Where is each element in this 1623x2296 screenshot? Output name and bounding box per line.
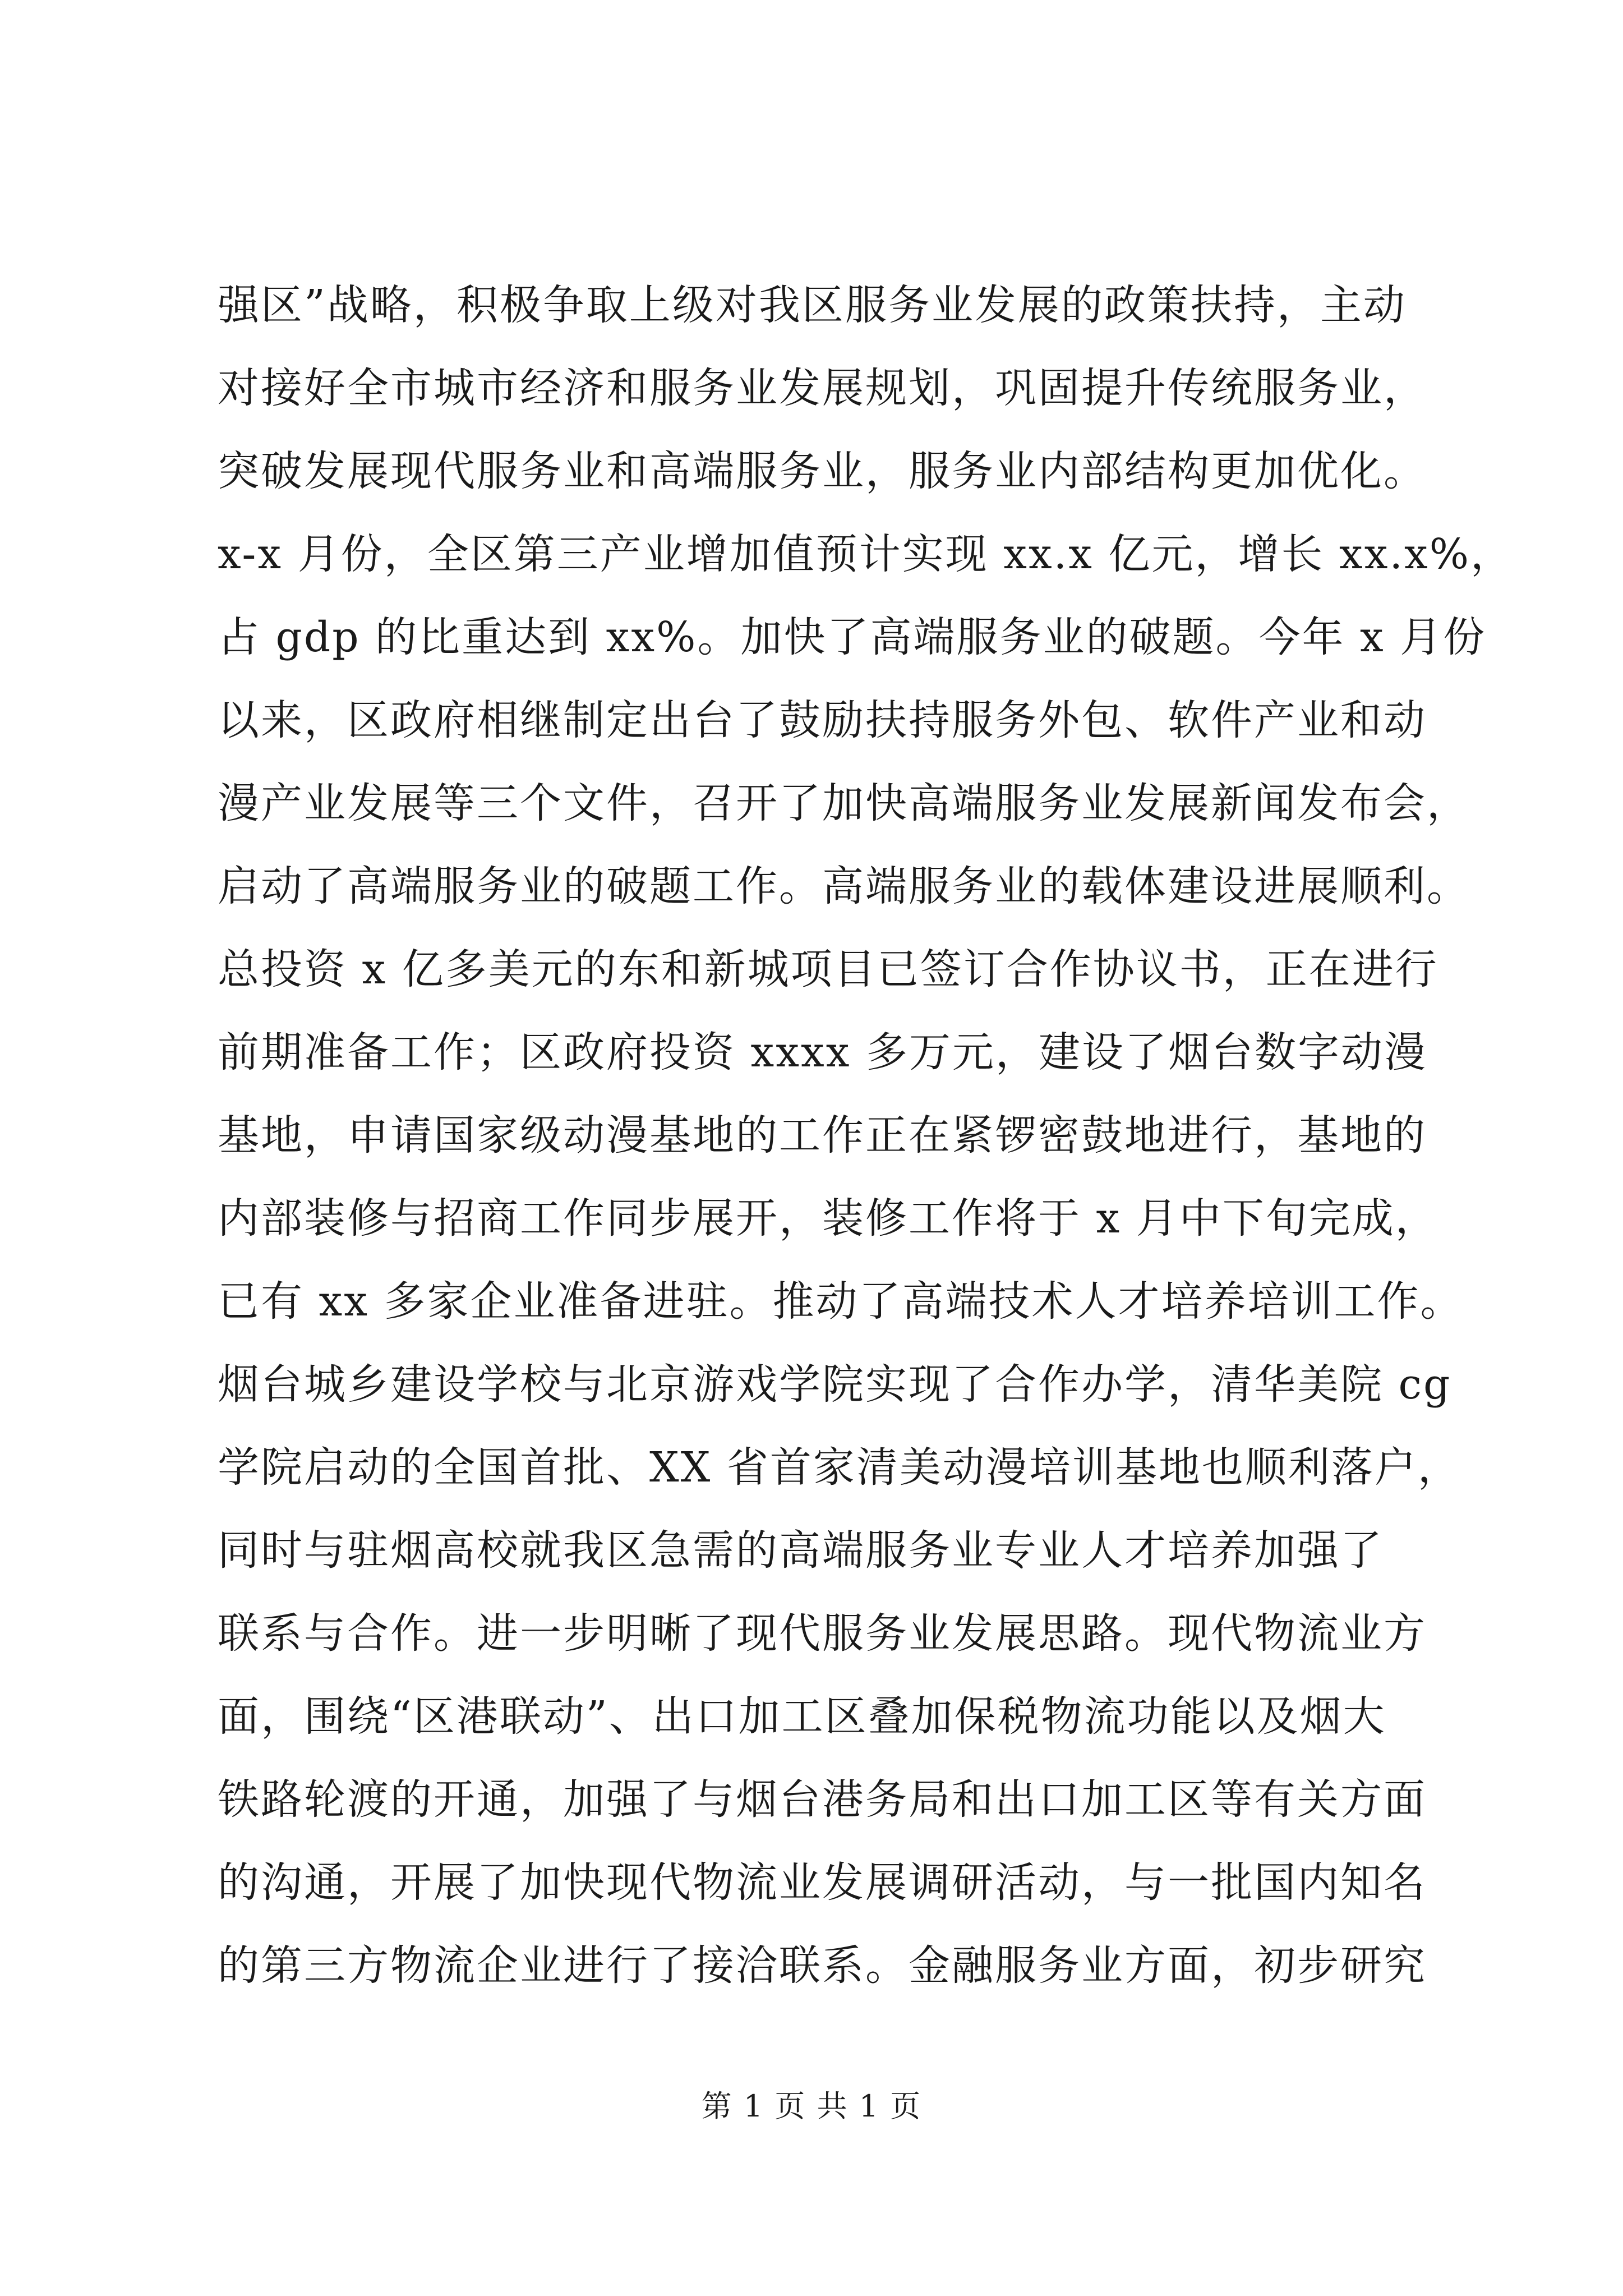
body-text [218, 264, 1514, 2007]
text-line: 强区”战略，积极争取上级对我区服务业发展的政策扶持，主动 [218, 281, 1407, 329]
text-line: 烟台城乡建设学校与北京游戏学院实现了合作办学，清华美院 cg [218, 1360, 1452, 1409]
text-line: 突破发展现代服务业和高端服务业，服务业内部结构更加优化。 [218, 447, 1427, 495]
text-line: 占 gdp 的比重达到 xx%。加快了高端服务业的破题。今年 x 月份 [218, 613, 1487, 661]
text-line: 已有 xx 多家企业准备进驻。推动了高端技术人才培养培训工作。 [218, 1277, 1464, 1326]
text-line: 同时与驻烟高校就我区急需的高端服务业专业人才培养加强了 [218, 1526, 1384, 1575]
text-line: x-x 月份，全区第三产业增加值预计实现 xx.x 亿元，增长 xx.x%， [218, 530, 1514, 578]
text-line: 学院启动的全国首批、XX 省首家清美动漫培训基地也顺利落户， [218, 1443, 1461, 1492]
text-line: 面，围绕“区港联动”、出口加工区叠加保税物流功能以及烟大 [218, 1692, 1386, 1741]
page-footer [0, 2084, 1623, 2129]
text-line: 以来，区政府相继制定出台了鼓励扶持服务外包、软件产业和动 [218, 696, 1427, 744]
text-line: 漫产业发展等三个文件，召开了加快高端服务业发展新闻发布会， [218, 779, 1470, 827]
text-line: 对接好全市城市经济和服务业发展规划，巩固提升传统服务业， [218, 364, 1427, 412]
text-line: 前期准备工作；区政府投资 xxxx 多万元，建设了烟台数字动漫 [218, 1028, 1427, 1076]
text-line: 启动了高端服务业的破题工作。高端服务业的载体建设进展顺利。 [218, 862, 1470, 910]
text-line: 的沟通，开展了加快现代物流业发展调研活动，与一批国内知名 [218, 1858, 1427, 1907]
text-line: 基地，申请国家级动漫基地的工作正在紧锣密鼓地进行，基地的 [218, 1111, 1427, 1159]
text-line: 的第三方物流企业进行了接洽联系。金融服务业方面，初步研究 [218, 1941, 1427, 1990]
text-line: 铁路轮渡的开通，加强了与烟台港务局和出口加工区等有关方面 [218, 1775, 1427, 1824]
page-number-label: 第 1 页 共 1 页 [701, 2088, 922, 2124]
text-line: 内部装修与招商工作同步展开，装修工作将于 x 月中下旬完成， [218, 1194, 1438, 1243]
text-line: 总投资 x 亿多美元的东和新城项目已签订合作协议书，正在进行 [218, 945, 1438, 993]
text-line: 联系与合作。进一步明晰了现代服务业发展思路。现代物流业方 [218, 1609, 1427, 1658]
